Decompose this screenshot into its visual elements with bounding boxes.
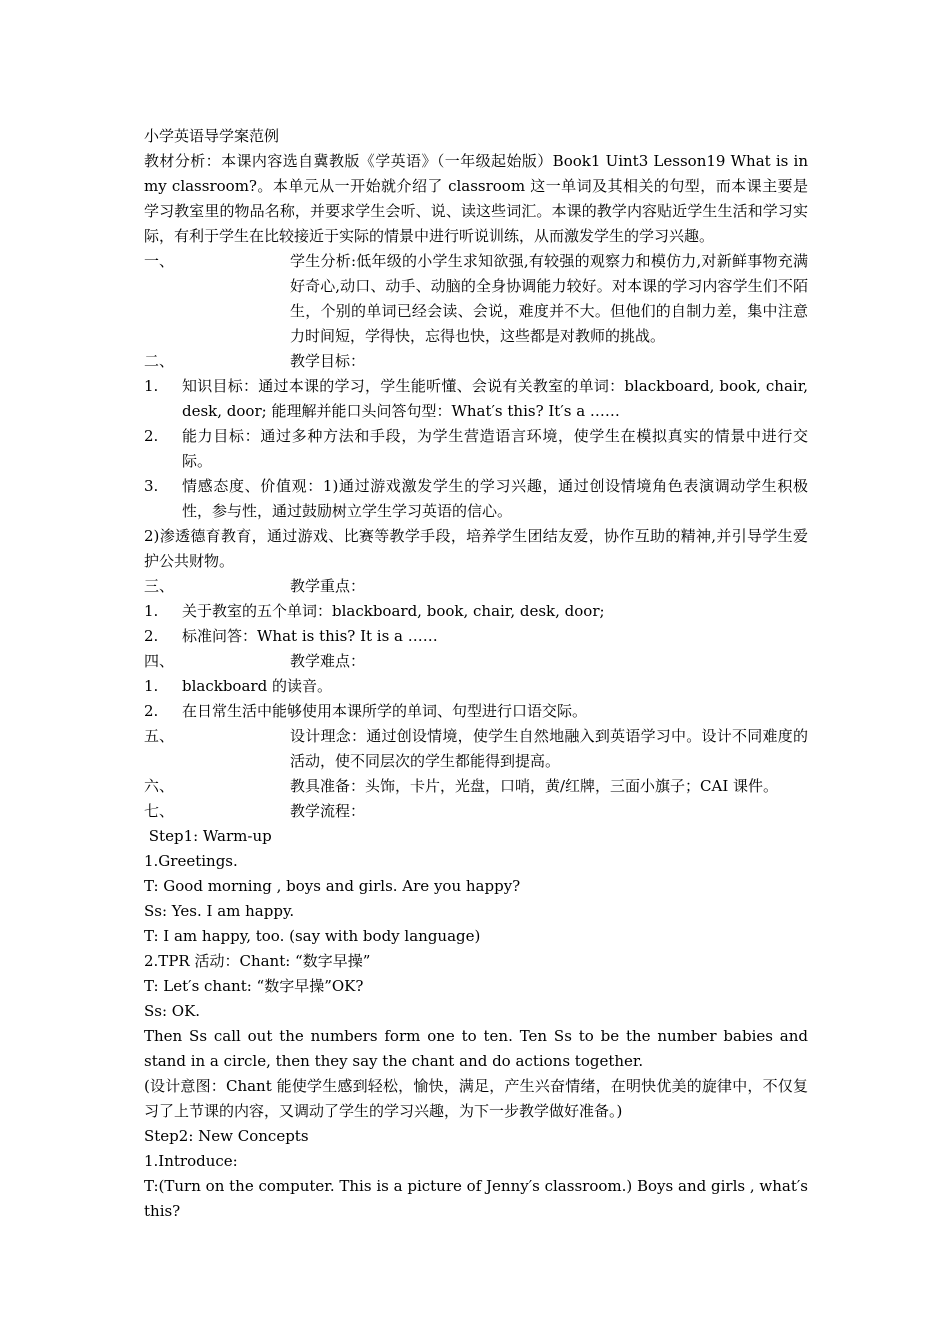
section-key-points xyxy=(144,574,808,599)
flow-line: (设计意图：Chant 能使学生感到轻松，愉快，满足，产生兴奋情绪，在明快优美的旋律中，不仅复习了上节课的内容，又调动了学生的学习兴趣，为下一步教学做好准备。) xyxy=(144,1077,808,1120)
list-item xyxy=(144,424,808,474)
document-page xyxy=(144,124,813,1224)
material-analysis: 教材分析：本课内容选自冀教版《学英语》（一年级起始版）Book1 Uint3 Lesson19 What is in my classroom?。本单元从一开始就介绍了 classroom 这一单词及其相关的句型，而本课主要是学习教室里的物品名称，并要求学生会听、说、读这些词汇。本课的教学内容贴近学生生活和学习实际，有利于学生在比较接近于实际的情景中进行听说训练，从而激发学生的学习兴趣。 xyxy=(144,152,813,245)
list-number: 2. xyxy=(144,627,159,645)
flow-line: Ss: Yes. I am happy. xyxy=(144,902,295,920)
list-item xyxy=(144,374,808,424)
document-title: 小学英语导学案范例 xyxy=(144,127,280,145)
list-number: 2. xyxy=(144,702,159,720)
flow-line: 1.Greetings. xyxy=(144,852,238,870)
flow-line: 2.TPR 活动：Chant: “数字早操” xyxy=(144,952,371,970)
section-heading: 教学流程： xyxy=(290,802,366,820)
list-item xyxy=(144,674,808,699)
list-number: 2. xyxy=(144,427,159,445)
list-text: blackboard 的读音。 xyxy=(182,677,332,695)
flow-line: Then Ss call out the numbers form one to ten. Ten Ss to be the number babies and stand in a circle, then they say the chant and do actions together. xyxy=(144,1027,813,1070)
list-text: 在日常生活中能够使用本课所学的单词、句型进行口语交际。 xyxy=(182,702,588,720)
list-item xyxy=(144,474,808,524)
section-text: 教具准备：头饰，卡片，光盘，口哨，黄/红牌，三面小旗子；CAI 课件。 xyxy=(290,777,779,795)
section-teaching-flow xyxy=(144,799,808,824)
section-student-analysis xyxy=(144,249,808,349)
goals-extra: 2)渗透德育教育，通过游戏、比赛等教学手段，培养学生团结友爱，协作互助的精神,并引导学生爱护公共财物。 xyxy=(144,527,808,570)
list-item xyxy=(144,599,808,624)
list-number: 1. xyxy=(144,377,159,395)
list-text: 能力目标：通过多种方法和手段，为学生营造语言环境，使学生在模拟真实的情景中进行交际。 xyxy=(182,427,808,470)
flow-line: T:(Turn on the computer. This is a picture of Jenny′s classroom.) Boys and girls , what′s this? xyxy=(144,1177,813,1220)
section-number: 三、 xyxy=(144,577,175,595)
list-text: 情感态度、价值观：1)通过游戏激发学生的学习兴趣，通过创设情境角色表演调动学生积极性，参与性，通过鼓励树立学生学习英语的信心。 xyxy=(182,477,808,520)
section-number: 七、 xyxy=(144,802,175,820)
section-design-concept xyxy=(144,724,808,774)
flow-line: 1.Introduce: xyxy=(144,1152,238,1170)
section-text: 学生分析:低年级的小学生求知欲强,有较强的观察力和模仿力,对新鲜事物充满好奇心,动口、动手、动脑的全身协调能力较好。对本课的学习内容学生们不陌生，个别的单词已经会读、会说，难度并不大。但他们的自制力差，集中注意力时间短，学得快，忘得也快，这些都是对教师的挑战。 xyxy=(290,252,808,345)
flow-line: T: Let′s chant: “数字早操”OK? xyxy=(144,977,364,995)
section-teaching-goals xyxy=(144,349,808,374)
section-number: 六、 xyxy=(144,777,175,795)
list-text: 标准问答：What is this? It is a …… xyxy=(182,627,438,645)
flow-line: T: I am happy, too. (say with body language) xyxy=(144,927,481,945)
section-number: 二、 xyxy=(144,352,175,370)
section-heading: 教学难点： xyxy=(290,652,366,670)
section-number: 一、 xyxy=(144,252,175,270)
section-difficulties xyxy=(144,649,808,674)
section-number: 四、 xyxy=(144,652,175,670)
flow-line: Step1: Warm-up xyxy=(144,827,272,845)
section-materials xyxy=(144,774,808,799)
list-text: 关于教室的五个单词：blackboard, book, chair, desk, door; xyxy=(182,602,605,620)
list-item xyxy=(144,699,808,724)
list-text: 知识目标：通过本课的学习，学生能听懂、会说有关教室的单词：blackboard, book, chair, desk, door; 能理解并能口头问答句型：What′s this? It′s a …… xyxy=(182,377,808,420)
section-text: 设计理念：通过创设情境，使学生自然地融入到英语学习中。设计不同难度的活动，使不同层次的学生都能得到提高。 xyxy=(290,727,808,770)
flow-line: Ss: OK. xyxy=(144,1002,201,1020)
section-number: 五、 xyxy=(144,727,175,745)
flow-line: Step2: New Concepts xyxy=(144,1127,309,1145)
list-number: 1. xyxy=(144,677,159,695)
list-number: 3. xyxy=(144,477,159,495)
flow-line: T: Good morning , boys and girls. Are you happy? xyxy=(144,877,521,895)
section-heading: 教学重点： xyxy=(290,577,366,595)
list-number: 1. xyxy=(144,602,159,620)
section-heading: 教学目标： xyxy=(290,352,366,370)
list-item xyxy=(144,624,808,649)
